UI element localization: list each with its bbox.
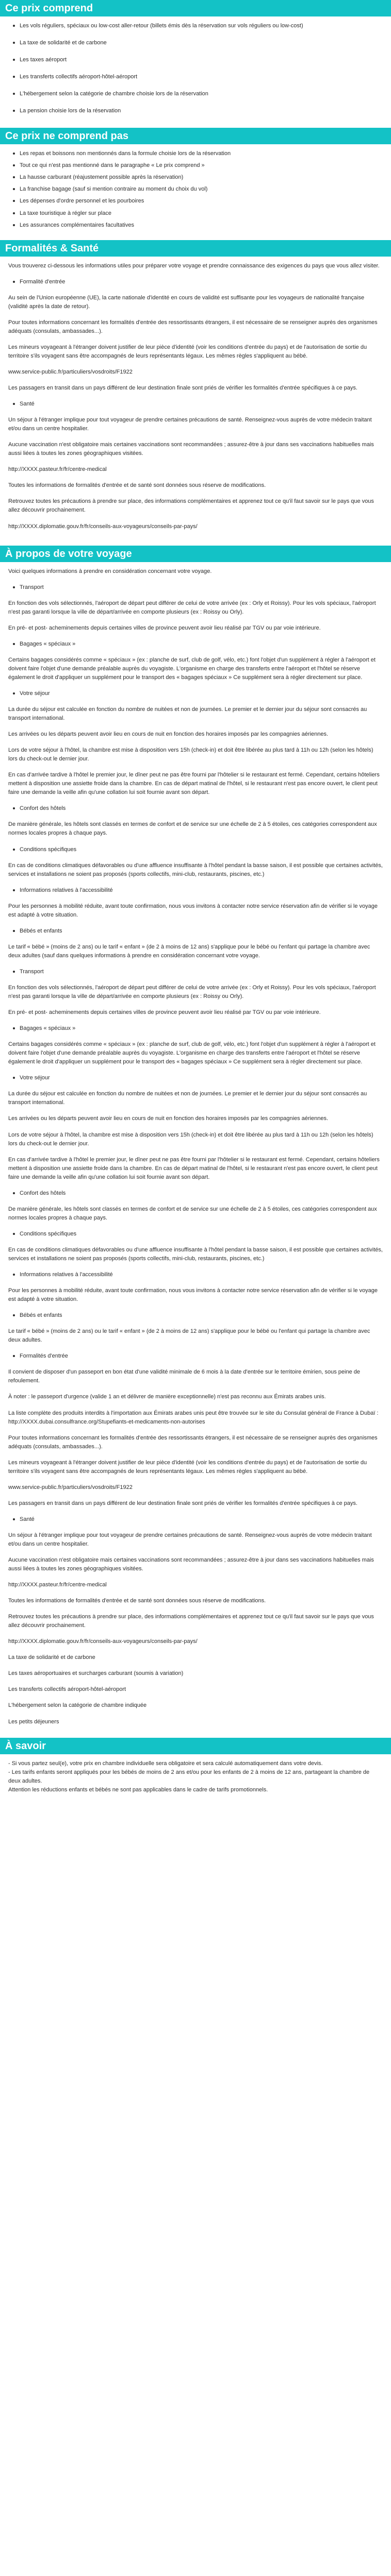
apropos-intro: Voici quelques informations à prendre en considération concernant votre voyage.: [8, 568, 212, 574]
paragraph: En fonction des vols sélectionnés, l'aéroport de départ peut différer de celui de votre arrivée (ex : Orly et Roissy). Pour les vols spéciaux, l'aéroport n'est pas garanti lorsque la ville de départ/arrivée en comporte plusieurs (ex : Roissy ou Orly).: [8, 600, 376, 615]
paragraph: En pré- et post- acheminements depuis certaines villes de province peuvent avoir lieu réalisé par TGV ou par voie intérieure.: [8, 624, 321, 631]
paragraph: Les arrivées ou les départs peuvent avoir lieu en cours de nuit en fonction des horaires imposés par les compagnies aériennes.: [8, 731, 329, 738]
block-heading: Formalités d'entrée: [8, 1352, 383, 1361]
block-heading: Confort des hôtels: [8, 804, 383, 813]
link-text[interactable]: http://XXXX.pasteur.fr/fr/centre-medical: [8, 466, 107, 473]
section-apropos: [0, 567, 391, 1738]
apropos-blocks: [8, 583, 383, 1647]
list-non-comprend: [8, 149, 383, 229]
list-item: Les vols réguliers, spéciaux ou low-cost aller-retour (billets émis dès la réservation sur vols réguliers ou low-cost): [20, 22, 383, 30]
paragraph: La durée du séjour est calculée en fonction du nombre de nuitées et non de journées. Le premier et le dernier jour du séjour sont consacrés au transport international.: [8, 1091, 367, 1106]
paragraph: Toutes les informations de formalités d'entrée et de santé sont données sous réserve de modifications.: [8, 482, 266, 489]
paragraph: Au sein de l'Union européenne (UE), la carte nationale d'identité en cours de validité est suffisante pour les voyageurs de nationalité française (validité après la date de retour).: [8, 294, 365, 310]
list-item: Les transferts collectifs aéroport-hôtel-aéroport: [20, 73, 383, 81]
savoir-line: Attention les réductions enfants et bébés ne sont pas applicables dans le cadre de tarifs promotionnels.: [8, 1786, 268, 1793]
paragraph: Les passagers en transit dans un pays différent de leur destination finale sont priés de vérifier les formalités d'entrée spécifiques à ce pays.: [8, 1500, 357, 1506]
paragraph: Pour les personnes à mobilité réduite, avant toute confirmation, nous vous invitons à contacter notre service réservation afin de vérifier si le voyage est adapté à votre situation.: [8, 903, 378, 918]
block-heading: Conditions spécifiques: [8, 1230, 383, 1239]
paragraph: À noter : le passeport d'urgence (valide 1 an et délivrer de manière exceptionnelle) n'est pas reconnu aux Émirats arabes unis.: [8, 1394, 326, 1400]
list-item: Les assurances complémentaires facultatives: [20, 221, 383, 230]
paragraph: Pour toutes informations concernant les formalités d'entrée des ressortissants étrangers, il est nécessaire de se renseigner auprès des organismes adéquats (consulats, ambassades...).: [8, 1434, 378, 1450]
section-title-apropos: À propos de votre voyage: [0, 546, 391, 562]
list-item: La franchise bagage (sauf si mention contraire au moment du choix du vol): [20, 185, 383, 194]
paragraph: En cas de conditions climatiques défavorables ou d'une affluence insuffisante à l'hôtel pendant la basse saison, il est possible que certaines activités, services et installations ne soient pas proposés (sports collectifs, mini-club, restaurants, piscines, etc.): [8, 1246, 383, 1262]
list-comprend: [8, 22, 383, 115]
block-heading: Informations relatives à l'accessibilité: [8, 886, 383, 895]
section-title-comprend: Ce prix comprend: [0, 0, 391, 16]
section-title-non-comprend: Ce prix ne comprend pas: [0, 128, 391, 144]
paragraph: Il convient de disposer d'un passeport en bon état d'une validité minimale de 6 mois à la date d'entrée sur le territoire émirien, sous peine de refoulement.: [8, 1369, 360, 1384]
list-item: L'hébergement selon la catégorie de chambre choisie lors de la réservation: [20, 90, 383, 98]
list-item: Les dépenses d'ordre personnel et les pourboires: [20, 197, 383, 206]
paragraph: Aucune vaccination n'est obligatoire mais certaines vaccinations sont recommandées ; assurez-être à jour dans ses vaccinations habituelles mais aussi liées à toutes les zones géographiques visitées.: [8, 1557, 374, 1572]
block-heading: Transport: [8, 583, 383, 592]
savoir-line: - Si vous partez seul(e), votre prix en chambre individuelle sera obligatoire et sera calculé automatiquement dans votre devis.: [8, 1760, 323, 1767]
section-comprend: [0, 22, 391, 128]
link-text[interactable]: http://XXXX.diplomatie.gouv.fr/fr/conseils-aux-voyageurs/conseils-par-pays/: [8, 1638, 198, 1645]
list-item: La taxe touristique à régler sur place: [20, 209, 383, 218]
block-heading: Confort des hôtels: [8, 1189, 383, 1198]
paragraph: En fonction des vols sélectionnés, l'aéroport de départ peut différer de celui de votre arrivée (ex : Orly et Roissy). Pour les vols spéciaux, l'aéroport n'est pas garanti lorsque la ville de départ/arrivée en comporte plusieurs (ex : Roissy ou Orly).: [8, 985, 376, 1000]
paragraph: De manière générale, les hôtels sont classés en termes de confort et de service sur une échelle de 2 à 5 étoiles, ces catégories correspondent aux normes locales propres à chaque pays.: [8, 1206, 377, 1221]
paragraph: Retrouvez toutes les précautions à prendre sur place, des informations complémentaires et apprenez tout ce qu'il faut savoir sur le pays que vous allez découvrir prochainement.: [8, 498, 374, 514]
list-item: La taxe de solidarité et de carbone: [20, 39, 383, 47]
paragraph: La taxe de solidarité et de carbone: [8, 1654, 95, 1661]
paragraph: Pour toutes informations concernant les formalités d'entrée des ressortissants étrangers, il est nécessaire de se renseigner auprès des organismes adéquats (consulats, ambassades...).: [8, 319, 378, 334]
section-title-formalites: Formalités & Santé: [0, 240, 391, 257]
paragraph: Toutes les informations de formalités d'entrée et de santé sont données sous réserve de modifications.: [8, 1598, 266, 1604]
link-text[interactable]: http://XXXX.diplomatie.gouv.fr/fr/conseils-aux-voyageurs/conseils-par-pays/: [8, 523, 198, 530]
paragraph: La liste complète des produits interdits à l'importation aux Émirats arabes unis peut être trouvée sur le site du Consulat général de France à Dubaï : http://XXXX.dubai.consulfrance.org/Stupefiants-et-medicaments-non-autorises: [8, 1410, 379, 1425]
link-text[interactable]: www.service-public.fr/particuliers/vosdroits/F1922: [8, 1484, 133, 1490]
paragraph: Un séjour à l'étranger implique pour tout voyageur de prendre certaines précautions de santé. Renseignez-vous auprès de votre médecin traitant et/ou dans un centre hospitalier.: [8, 1532, 372, 1547]
formalites-intro: Vous trouverez ci-dessous les informations utiles pour préparer votre voyage et prendre connaissance des exigences du pays que vous allez visiter.: [8, 262, 380, 269]
block-heading: Bagages « spéciaux »: [8, 1024, 383, 1033]
paragraph: Certains bagages considérés comme « spéciaux » (ex : planche de surf, club de golf, vélo, etc.) font l'objet d'un supplément à régler à l'aéroport et doivent faire l'objet d'une demande préalable auprès du voyagiste. L'organisme en charge des transferts entre l'aéroport et l'hôtel se réserve également le droit d'appliquer un supplément pour le transport des « bagages spéciaux » Ce supplément sera à régler directement sur place.: [8, 656, 376, 681]
block-heading: Votre séjour: [8, 1074, 383, 1082]
paragraph: Les petits déjeuners: [8, 1718, 59, 1725]
block-heading: Informations relatives à l'accessibilité: [8, 1270, 383, 1279]
paragraph: Les mineurs voyageant à l'étranger doivent justifier de leur pièce d'identité (voir les conditions d'entrée du pays) et de l'autorisation de sortie du territoire s'ils voyagent sans être accompagnés de leurs représentants légaux. Les mêmes règles s'appliquent au bébé.: [8, 344, 367, 359]
apropos-tail: [8, 1653, 383, 1726]
paragraph: Certains bagages considérés comme « spéciaux » (ex : planche de surf, club de golf, vélo, etc.) font l'objet d'un supplément à régler à l'aéroport et doivent faire l'objet d'une demande préalable auprès du voyagiste. L'organisme en charge des transferts entre l'aéroport et l'hôtel se réserve également le droit d'appliquer un supplément pour le transport des « bagages spéciaux » Ce supplément sera à régler directement sur place.: [8, 1041, 376, 1065]
paragraph: Aucune vaccination n'est obligatoire mais certaines vaccinations sont recommandées ; assurez-être à jour dans ses vaccinations habituelles mais aussi liées à toutes les zones géographiques visitées.: [8, 442, 374, 457]
paragraph: Lors de votre séjour à l'hôtel, la chambre est mise à disposition vers 15h (check-in) et doit être libérée au plus tard à 11h ou 12h (selon les hôtels) lors du check-out le dernier jour.: [8, 1131, 373, 1147]
paragraph: Le tarif « bébé » (moins de 2 ans) ou le tarif « enfant » (de 2 à moins de 12 ans) s'applique pour le bébé ou l'enfant qui partage la chambre avec deux adultes (sauf dans quelques informations à prendre en considération concernant votre voyage.: [8, 943, 370, 959]
paragraph: En cas d'arrivée tardive à l'hôtel le premier jour, le dîner peut ne pas être fourni par l'hôtelier si le restaurant est fermé. Cependant, certains hôteliers mettent à disposition une assiette froide dans la chambre. En cas de départ matinal de l'hôtel, si le restaurant n'est pas encore ouvert, le client peut faire une demande la veille afin qu'une collation lui soit fournie avant son départ.: [8, 772, 380, 796]
formalites-sante-head: Santé: [8, 400, 383, 409]
paragraph: Les passagers en transit dans un pays différent de leur destination finale sont priés de vérifier les formalités d'entrée spécifiques à ce pays.: [8, 385, 357, 392]
savoir-lines: [8, 1759, 383, 1794]
paragraph: Les transferts collectifs aéroport-hôtel-aéroport: [8, 1686, 126, 1693]
formalites-entree-head: Formalité d'entrée: [8, 278, 383, 286]
paragraph: La durée du séjour est calculée en fonction du nombre de nuitées et non de journées. Le premier et le dernier jour du séjour sont consacrés au transport international.: [8, 706, 367, 722]
paragraph: Pour les personnes à mobilité réduite, avant toute confirmation, nous vous invitons à contacter notre service réservation afin de vérifier si le voyage est adapté à votre situation.: [8, 1287, 378, 1303]
paragraph: Lors de votre séjour à l'hôtel, la chambre est mise à disposition vers 15h (check-in) et doit être libérée au plus tard à 11h ou 12h (selon les hôtels) lors du check-out le dernier jour.: [8, 747, 373, 762]
block-heading: Bagages « spéciaux »: [8, 640, 383, 649]
block-heading: Bébés et enfants: [8, 927, 383, 936]
formalites-entree-text: [8, 294, 383, 393]
paragraph: De manière générale, les hôtels sont classés en termes de confort et de service sur une échelle de 2 à 5 étoiles, ces catégories correspondent aux normes locales propres à chaque pays.: [8, 821, 377, 837]
formalites-sante-text: [8, 416, 383, 531]
paragraph: Les arrivées ou les départs peuvent avoir lieu en cours de nuit en fonction des horaires imposés par les compagnies aériennes.: [8, 1115, 329, 1122]
paragraph: Les taxes aéroportuaires et surcharges carburant (soumis à variation): [8, 1670, 184, 1677]
link-text[interactable]: http://XXXX.pasteur.fr/fr/centre-medical: [8, 1582, 107, 1588]
block-heading: Votre séjour: [8, 689, 383, 698]
link-text[interactable]: www.service-public.fr/particuliers/vosdroits/F1922: [8, 368, 133, 375]
block-heading: Bébés et enfants: [8, 1311, 383, 1320]
section-formalites: [0, 262, 391, 543]
paragraph: L'hébergement selon la catégorie de chambre indiquée: [8, 1702, 147, 1709]
paragraph: En cas d'arrivée tardive à l'hôtel le premier jour, le dîner peut ne pas être fourni par l'hôtelier si le restaurant est fermé. Cependant, certains hôteliers mettent à disposition une assiette froide dans la chambre. En cas de départ matinal de l'hôtel, si le restaurant n'est pas encore ouvert, le client peut faire une demande la veille afin qu'une collation lui soit fournie avant son départ.: [8, 1156, 380, 1180]
paragraph: En pré- et post- acheminements depuis certaines villes de province peuvent avoir lieu réalisé par TGV ou par voie intérieure.: [8, 1009, 321, 1016]
paragraph: Un séjour à l'étranger implique pour tout voyageur de prendre certaines précautions de santé. Renseignez-vous auprès de votre médecin traitant et/ou dans un centre hospitalier.: [8, 417, 372, 432]
list-item: La pension choisie lors de la réservation: [20, 107, 383, 115]
paragraph: Les mineurs voyageant à l'étranger doivent justifier de leur pièce d'identité (voir les conditions d'entrée du pays) et de l'autorisation de sortie du territoire s'ils voyagent sans être accompagnés de leurs représentants légaux. Les mêmes règles s'appliquent au bébé.: [8, 1459, 367, 1475]
list-item: Tout ce qui n'est pas mentionné dans le paragraphe « Le prix comprend »: [20, 161, 383, 170]
savoir-line: - Les tarifs enfants seront appliqués pour les bébés de moins de 2 ans et/ou pour les enfants de 2 à moins de 12 ans, partageant la chambre de deux adultes.: [8, 1769, 370, 1784]
list-item: Les repas et boissons non mentionnés dans la formule choisie lors de la réservation: [20, 149, 383, 158]
section-title-savoir: À savoir: [0, 1738, 391, 1754]
list-item: Les taxes aéroport: [20, 56, 383, 64]
paragraph: Le tarif « bébé » (moins de 2 ans) ou le tarif « enfant » (de 2 à moins de 12 ans) s'applique pour le bébé ou l'enfant qui partage la chambre avec deux adultes.: [8, 1328, 370, 1344]
block-heading: Conditions spécifiques: [8, 845, 383, 854]
section-non-comprend: [0, 149, 391, 236]
block-heading: Transport: [8, 968, 383, 976]
list-item: La hausse carburant (réajustement possible après la réservation): [20, 173, 383, 182]
paragraph: Retrouvez toutes les précautions à prendre sur place, des informations complémentaires et apprenez tout ce qu'il faut savoir sur le pays que vous allez découvrir prochainement.: [8, 1614, 374, 1629]
paragraph: En cas de conditions climatiques défavorables ou d'une affluence insuffisante à l'hôtel pendant la basse saison, il est possible que certaines activités, services et installations ne soient pas proposés (sports collectifs, mini-club, restaurants, piscines, etc.): [8, 862, 383, 877]
section-savoir: [0, 1759, 391, 1799]
block-heading: Santé: [8, 1515, 383, 1524]
